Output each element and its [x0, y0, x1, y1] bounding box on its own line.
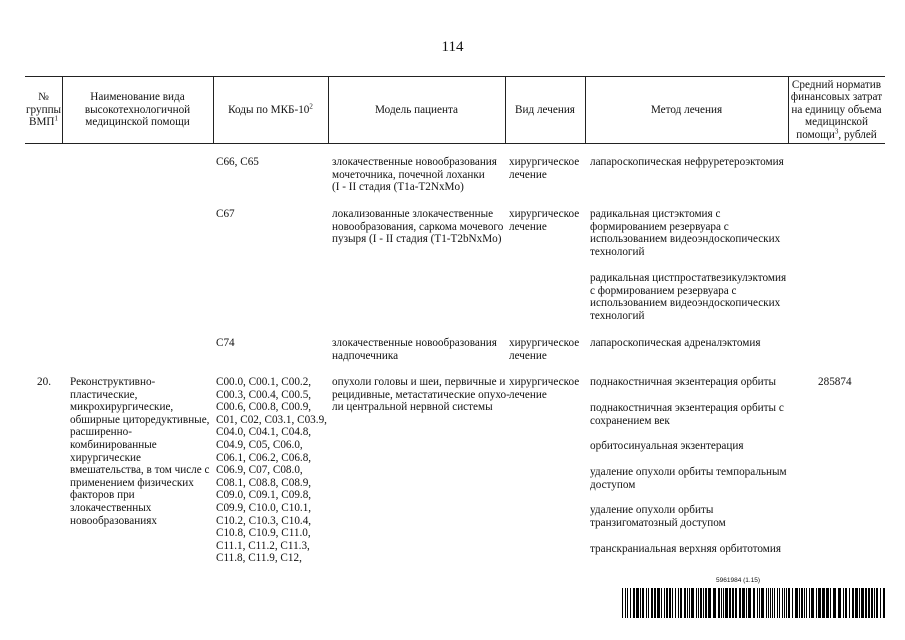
- row-model: локализованные злокачественные новообразования, саркома мочевого пузыря (I - II стадия (T1-T2bNxMo): [332, 208, 504, 246]
- row-model: злокачественные новообразования надпочечника: [332, 337, 497, 362]
- header-type: Вид лечения: [515, 103, 575, 116]
- row-type: хирургическое лечение: [509, 208, 580, 233]
- row-codes: C67: [216, 208, 235, 220]
- header-method: Метод лечения: [650, 103, 723, 116]
- row-type: хирургическое лечение: [509, 156, 580, 181]
- barcode-label: 5961984 (1.15): [716, 577, 761, 584]
- row-group-number: 20.: [37, 376, 51, 388]
- row-codes: C00.0, C00.1, C00.2, C00.3, C00.4, C00.5, C00.6, C00.8, C00.9, C01, C02, C03.1, C03.9, C04.0, C04.1, C04.8, C04.9, C05, C06.0, C06.1, C06.2, C06.8, C06.9, C07, C08.0, C08.1, C08.8, C08.9, C09.0, C09.1, C09.8, C09.9, C10.0, C10.1, C10.2, C10.3, C10.4, C10.8, C10.9, C11.0, C11.1, C11.2, C11.3, C11.8, C11.9, C12,: [216, 376, 327, 565]
- row-model: опухоли головы и шеи, первичные и рецидивные, метастатические опухо- ли центральной нервной системы: [332, 376, 510, 414]
- row-method: орбитосинуальная экзентерация: [590, 440, 744, 452]
- row-model: злокачественные новообразования мочеточника, почечной лоханки (I - II стадия (T1a-T2NxMo): [332, 156, 497, 194]
- row-method: удаление опухоли орбиты темпоральным доступом: [590, 466, 787, 491]
- header-model: Модель пациента: [375, 103, 458, 116]
- row-method: радикальная цистпростатвезикулэктомия с формированием резервуара с использованием видеоэндоскопических технологий: [590, 272, 787, 322]
- row-method: поднакостничная экзентерация орбиты: [590, 376, 777, 388]
- row-cost: 285874: [818, 376, 852, 388]
- row-method: удаление опухоли орбиты транзигоматозный доступом: [590, 504, 726, 529]
- row-method: транскраниальная верхняя орбитотомия: [590, 543, 781, 555]
- row-method: лапароскопическая нефруретероэктомия: [590, 156, 784, 168]
- row-codes: C66, C65: [216, 156, 259, 168]
- row-method: радикальная цистэктомия с формированием резервуара с использованием видеоэндоскопических технологий: [590, 208, 781, 258]
- row-codes: C74: [216, 337, 235, 349]
- row-care-name: Реконструктивно- пластические, микрохирургические, обширные циторедуктивные, расширенно- комбинированные хирургические вмешательства, в том числе с применением физических факторов при злокачественных новообразованиях: [70, 376, 210, 527]
- row-type: хирургическое лечение: [509, 337, 580, 362]
- row-type: хирургическое лечение: [509, 376, 580, 401]
- header-name: Наименование вида высокотехнологичной медицинской помощи: [84, 91, 191, 129]
- row-method: лапароскопическая адреналэктомия: [590, 337, 761, 349]
- page-number: 114: [441, 39, 464, 55]
- row-method: поднакостничная экзентерация орбиты с сохранением век: [590, 402, 784, 427]
- barcode-icon: [622, 588, 886, 618]
- header-bottom-rule: [25, 143, 885, 144]
- header-codes: Коды по МКБ-$10^2$: [228, 102, 313, 116]
- header-cost: Средний норматив финансовых затрат на единицу объема медицинской помощи$^3$, рублей: [790, 78, 883, 141]
- header-group: № группы ВМП$^1$: [25, 91, 62, 129]
